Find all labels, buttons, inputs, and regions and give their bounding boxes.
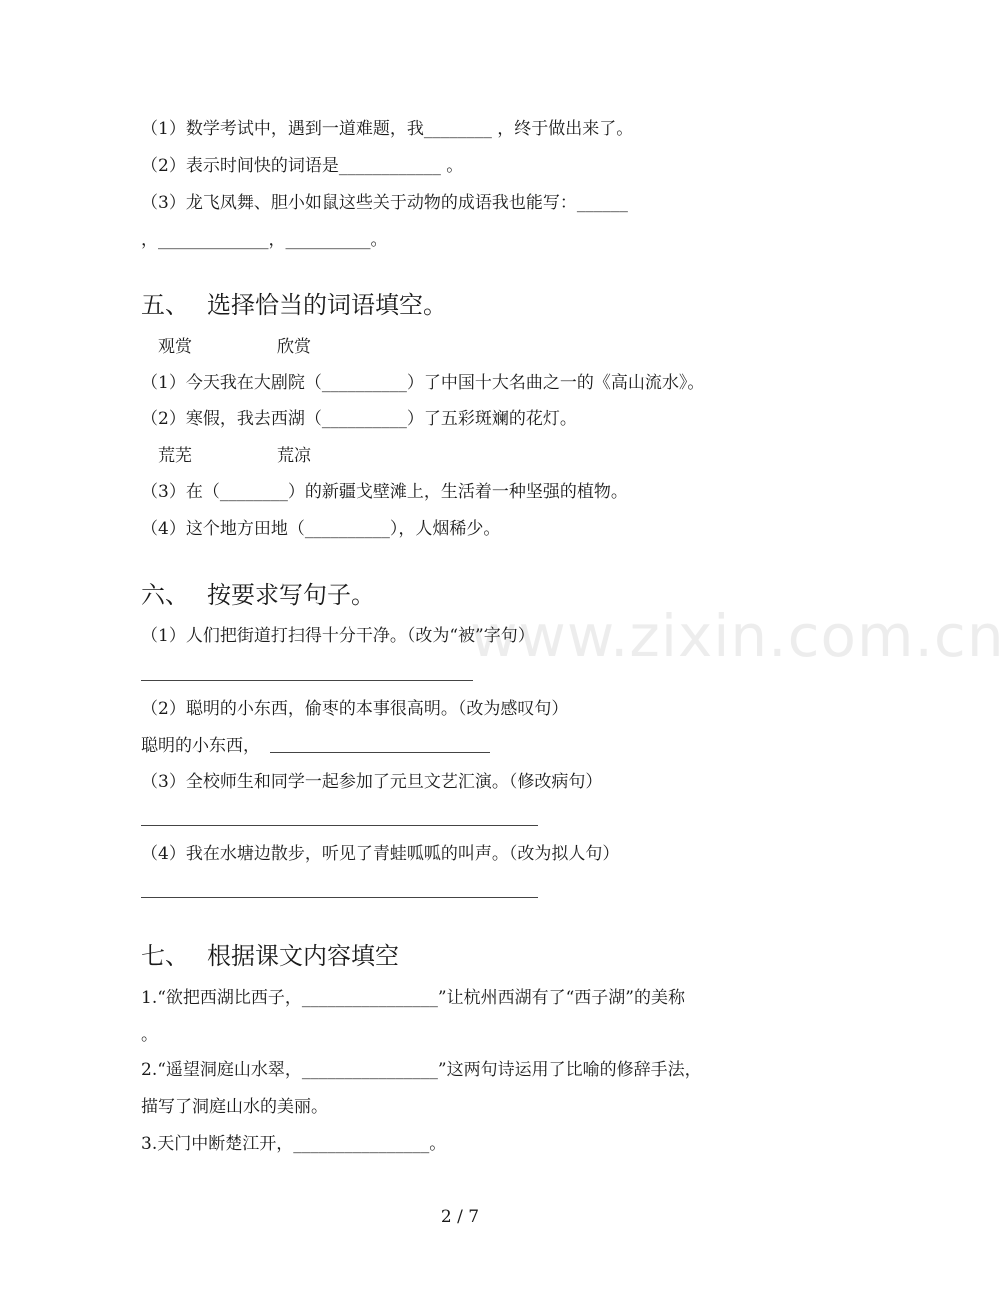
part6-question-4: （4）我在水塘边散步，听见了青蛙呱呱的叫声。（改为拟人句） xyxy=(141,844,620,864)
part7-question-2b: 描写了洞庭山水的美丽。 xyxy=(141,1097,328,1117)
part4-question-3a: （3）龙飞凤舞、胆小如鼠这些关于动物的成语我也能写：______ xyxy=(141,193,628,213)
answer-line-2 xyxy=(270,752,490,753)
section-number: 七、 xyxy=(141,942,189,970)
section-title: 选择恰当的词语填空。 xyxy=(207,291,447,319)
part4-question-3b: ，_____________，__________。 xyxy=(141,230,388,250)
section-number: 五、 xyxy=(141,291,189,319)
watermark: www.zixin.com.cn xyxy=(470,602,1005,670)
answer-line-1 xyxy=(141,680,473,681)
word-choices-1: 观赏 欣赏 xyxy=(158,337,311,357)
part7-question-2a: 2.“遥望洞庭山水翠，________________”这两句诗运用了比喻的修辞手法， xyxy=(141,1060,702,1080)
part6-question-2-prefix: 聪明的小东西， xyxy=(141,736,260,756)
section-heading-5 xyxy=(141,290,447,320)
part4-question-1: （1）数学考试中，遇到一道难题，我________ ，终于做出来了。 xyxy=(141,119,634,139)
part4-question-2: （2）表示时间快的词语是____________ 。 xyxy=(141,156,464,176)
section-title: 根据课文内容填空 xyxy=(207,942,399,970)
answer-line-4 xyxy=(141,897,538,898)
section-heading-6 xyxy=(141,580,375,610)
part7-question-3: 3.天门中断楚江开，________________。 xyxy=(141,1134,447,1154)
part7-question-1b: 。 xyxy=(141,1025,158,1045)
part6-question-1: （1）人们把街道打扫得十分干净。（改为“被”字句） xyxy=(141,626,535,646)
part6-question-3: （3）全校师生和同学一起参加了元旦文艺汇演。（修改病句） xyxy=(141,772,603,792)
part6-question-2: （2）聪明的小东西，偷枣的本事很高明。（改为感叹句） xyxy=(141,699,569,719)
part5-question-3: （3）在（________）的新疆戈壁滩上，生活着一种坚强的植物。 xyxy=(141,482,628,502)
page-number: 2 / 7 xyxy=(440,1207,480,1227)
section-number: 六、 xyxy=(141,581,189,609)
part7-question-1a: 1.“欲把西湖比西子，________________”让杭州西湖有了“西子湖”的美称 xyxy=(141,988,685,1008)
part5-question-2: （2）寒假，我去西湖（__________）了五彩斑斓的花灯。 xyxy=(141,409,577,429)
word-choices-2: 荒芜 荒凉 xyxy=(158,446,311,466)
section-title: 按要求写句子。 xyxy=(207,581,375,609)
section-heading-7 xyxy=(141,941,399,971)
answer-line-3 xyxy=(141,825,538,826)
part5-question-1: （1）今天我在大剧院（__________）了中国十大名曲之一的《高山流水》。 xyxy=(141,373,705,393)
part5-question-4: （4）这个地方田地（__________），人烟稀少。 xyxy=(141,519,501,539)
